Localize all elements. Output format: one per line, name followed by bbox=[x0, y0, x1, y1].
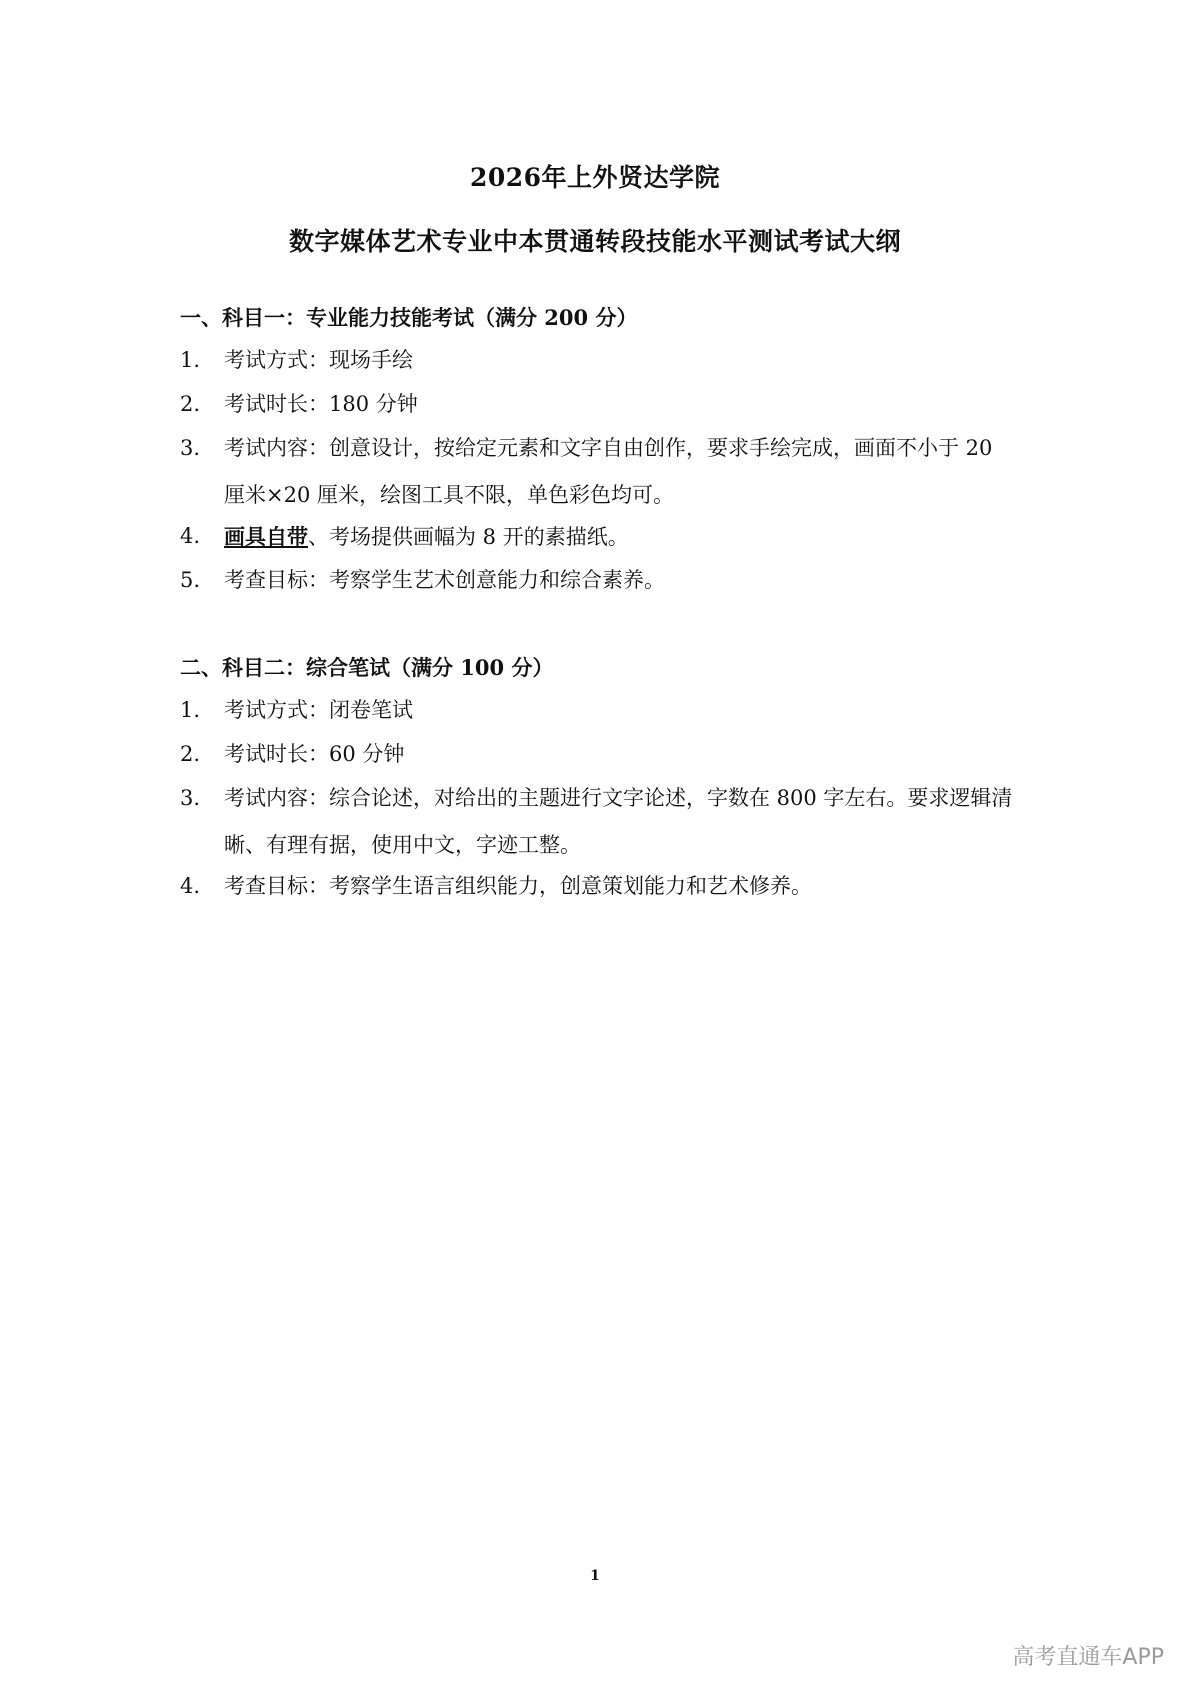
item-number: 4. bbox=[180, 874, 201, 898]
item-number: 4. bbox=[180, 524, 201, 548]
item-text: 考试方式：现场手绘 bbox=[224, 348, 413, 372]
section-2-item-2 bbox=[180, 731, 1020, 778]
item-text-wrapper bbox=[224, 513, 1020, 561]
document-title-line-2: 数字媒体艺术专业中本贯通转段技能水平测试考试大纲 bbox=[288, 227, 901, 256]
section-2-heading: 二、科目二：综合笔试（满分 100 分） bbox=[180, 655, 554, 680]
section-1-item-2 bbox=[180, 381, 1020, 428]
section-1-item-5 bbox=[180, 557, 1020, 604]
section-2-item-1 bbox=[180, 687, 1020, 734]
item-number: 1. bbox=[180, 348, 201, 372]
item-number: 2. bbox=[180, 392, 201, 416]
document-title-line-1: 2026年上外贤达学院 bbox=[469, 163, 721, 192]
item-text: 考查目标：考察学生艺术创意能力和综合素养。 bbox=[224, 568, 665, 592]
watermark: 高考直通车APP bbox=[1012, 1645, 1164, 1670]
section-2-item-4 bbox=[180, 863, 1020, 910]
item-text: 考试方式：闭卷笔试 bbox=[224, 698, 413, 722]
page-number: 1 bbox=[590, 1568, 600, 1584]
section-1-item-4 bbox=[180, 513, 1020, 561]
item-underlined-text: 画具自带 bbox=[224, 524, 308, 549]
item-text: 考试时长：60 分钟 bbox=[224, 742, 405, 766]
item-number: 1. bbox=[180, 698, 201, 722]
item-text: 考试内容：创意设计，按给定元素和文字自由创作，要求手绘完成，画面不小于 20 厘米×20 厘米，绘图工具不限，单色彩色均可。 bbox=[224, 436, 993, 507]
item-number: 5. bbox=[180, 568, 201, 592]
item-text: 考查目标：考察学生语言组织能力，创意策划能力和艺术修养。 bbox=[224, 874, 812, 898]
section-1-item-1 bbox=[180, 337, 1020, 384]
section-1-heading: 一、科目一：专业能力技能考试（满分 200 分） bbox=[180, 305, 638, 330]
item-number: 3. bbox=[180, 436, 201, 460]
item-number: 2. bbox=[180, 742, 201, 766]
item-text: 考试时长：180 分钟 bbox=[224, 392, 418, 416]
section-2-item-3 bbox=[180, 775, 1020, 869]
section-1-item-3 bbox=[180, 425, 1020, 519]
item-number: 3. bbox=[180, 786, 201, 810]
item-text: 考试内容：综合论述，对给出的主题进行文字论述，字数在 800 字左右。要求逻辑清晰、有理有据，使用中文，字迹工整。 bbox=[224, 786, 1013, 857]
item-text: 、考场提供画幅为 8 开的素描纸。 bbox=[308, 525, 629, 549]
